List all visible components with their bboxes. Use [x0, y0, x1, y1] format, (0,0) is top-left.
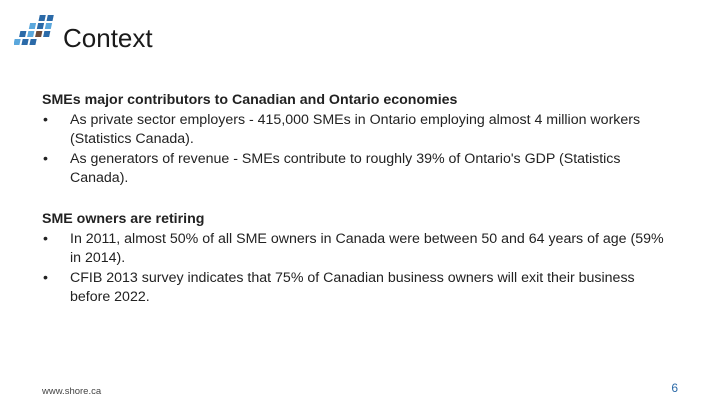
bullet-item	[42, 111, 672, 150]
bullet-icon: •	[43, 111, 48, 128]
bullet-list-economies	[42, 111, 672, 189]
bullet-item	[42, 150, 672, 189]
bullet-text: In 2011, almost 50% of all SME owners in Canada were between 50 and 64 years of age (59% in 2014).	[70, 230, 664, 267]
bullet-text: CFIB 2013 survey indicates that 75% of Canadian business owners will exit their business before 2022.	[70, 269, 635, 306]
section-spacer	[42, 189, 672, 210]
slide-content	[42, 91, 672, 308]
bullet-text: As private sector employers - 415,000 SMEs in Ontario employing almost 4 million workers (Statistics Canada).	[70, 111, 641, 148]
bullet-icon: •	[43, 230, 48, 247]
bullet-item	[42, 269, 672, 308]
section-heading-retiring: SME owners are retiring	[42, 210, 205, 227]
slide-title: Context	[63, 23, 153, 53]
bullet-list-retiring	[42, 230, 672, 308]
bullet-text: As generators of revenue - SMEs contribute to roughly 39% of Ontario's GDP (Statistics Canada).	[70, 150, 621, 187]
page-number: 6	[671, 381, 678, 395]
footer-url[interactable]: www.shore.ca	[42, 386, 102, 397]
bullet-icon: •	[43, 150, 48, 167]
logo-squares-icon	[14, 14, 54, 48]
bullet-item	[42, 230, 672, 269]
bullet-icon: •	[43, 269, 48, 286]
section-heading-economies: SMEs major contributors to Canadian and Ontario economies	[42, 92, 458, 108]
